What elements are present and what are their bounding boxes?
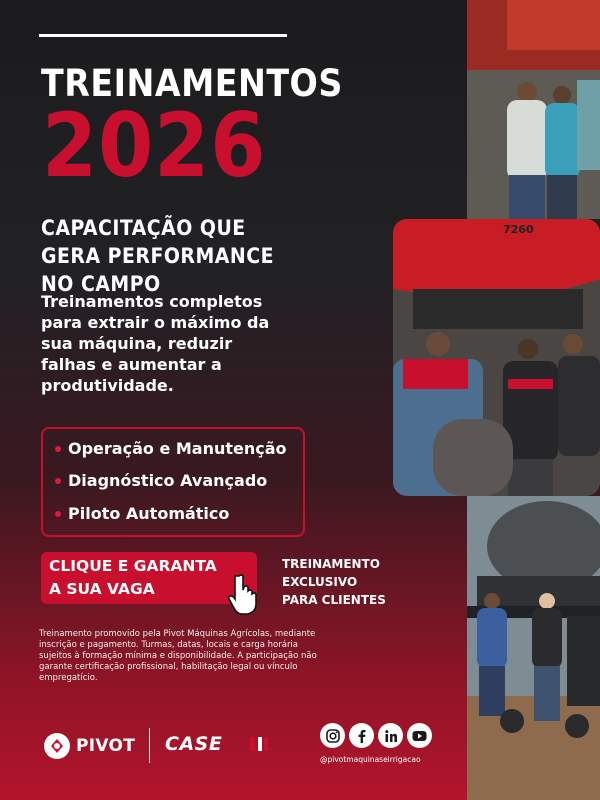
social-handle: @pivotmaquinaseirrigacao [320, 755, 421, 764]
register-button[interactable] [41, 552, 257, 604]
instagram-icon[interactable] [320, 723, 345, 748]
list-item: Diagnóstico Avançado [55, 471, 267, 490]
title-year: 2026 [42, 94, 267, 197]
logo-divider [149, 728, 150, 763]
linkedin-icon[interactable] [378, 723, 403, 748]
disclaimer: Treinamento promovido pela Pivot Máquinas Agrícolas, mediante inscrição e pagamento. Turmas, datas, locais e carga horária sujeitos à formação mínima e disponibilidade. A participação não garante certificação profissional, habilitação legal ou vínculo empregatício. [39, 629, 317, 683]
case-ih-mark-icon [248, 735, 270, 753]
hand-cursor-icon [228, 573, 262, 615]
youtube-icon[interactable] [407, 723, 432, 748]
title-line1: TREINAMENTOS [41, 62, 343, 105]
description: Treinamentos completos para extrair o máximo da sua máquina, reduzir falhas e aumentar a produtividade. [41, 292, 270, 395]
exclusive-note: TREINAMENTO EXCLUSIVO PARA CLIENTES [282, 557, 386, 607]
pivot-logo [44, 733, 135, 759]
social-links [320, 723, 432, 748]
training-photo-middle [393, 219, 600, 496]
pivot-mark-icon [44, 733, 70, 759]
svg-text:7260: 7260 [503, 223, 534, 236]
cta-line2: A SUA VAGA [49, 580, 155, 598]
pivot-label: PIVOT [76, 736, 136, 756]
list-item: Operação e Manutenção [55, 439, 287, 458]
subtitle: CAPACITAÇÃO QUE GERA PERFORMANCE NO CAMPO [41, 216, 274, 296]
training-photo-bottom [467, 496, 600, 800]
top-divider [39, 34, 287, 37]
training-photo-top [467, 0, 600, 219]
topics-list [41, 427, 305, 537]
facebook-icon[interactable] [349, 723, 374, 748]
list-item: Piloto Automático [55, 504, 229, 523]
cta-line1: CLIQUE E GARANTA [49, 557, 217, 575]
case-logo: CASE [165, 733, 223, 755]
